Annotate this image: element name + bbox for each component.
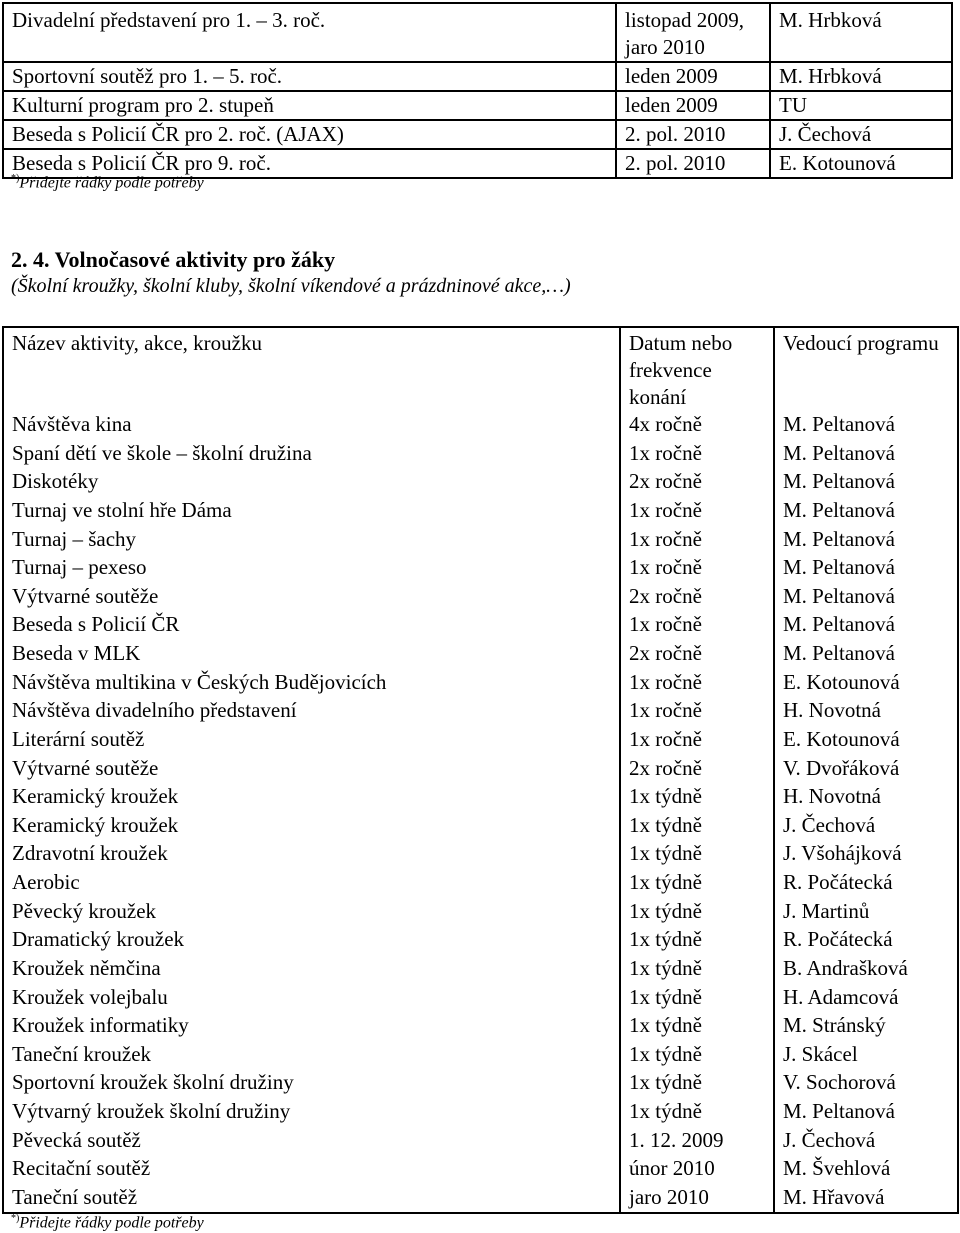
- cell-date: 1x týdně: [620, 1098, 774, 1127]
- cell-name: Taneční kroužek: [3, 1041, 620, 1070]
- cell-leader: J. Skácel: [774, 1041, 958, 1070]
- cell-date: 1x týdně: [620, 898, 774, 927]
- cell-name: Turnaj – šachy: [3, 526, 620, 555]
- cell-name: Sportovní soutěž pro 1. – 5. roč.: [3, 62, 616, 91]
- cell-leader: M. Hřavová: [774, 1184, 958, 1213]
- table-row: [3, 3, 952, 62]
- cell-date: 1x ročně: [620, 497, 774, 526]
- cell-leader: M. Peltanová: [774, 611, 958, 640]
- cell-leader: R. Počátecká: [774, 869, 958, 898]
- cell-name: Spaní dětí ve škole – školní družina: [3, 440, 620, 469]
- cell-name: Zdravotní kroužek: [3, 840, 620, 869]
- cell-name: Turnaj – pexeso: [3, 554, 620, 583]
- cell-name: Pěvecký kroužek: [3, 898, 620, 927]
- cell-leader: M. Peltanová: [774, 583, 958, 612]
- table-row: [3, 1069, 958, 1098]
- cell-date: listopad 2009, jaro 2010: [616, 3, 770, 62]
- table-row: [3, 468, 958, 497]
- cell-date: leden 2009: [616, 91, 770, 120]
- cell-leader: R. Počátecká: [774, 926, 958, 955]
- header-leader: Vedoucí programu: [774, 327, 958, 411]
- cell-date: 2x ročně: [620, 583, 774, 612]
- cell-leader: M. Peltanová: [774, 468, 958, 497]
- table-row: [3, 554, 958, 583]
- cell-name: Kroužek volejbalu: [3, 984, 620, 1013]
- table-row: [3, 91, 952, 120]
- cell-name: Literární soutěž: [3, 726, 620, 755]
- table-row: [3, 726, 958, 755]
- table-row: [3, 120, 952, 149]
- table-row: [3, 755, 958, 784]
- cell-date: 2x ročně: [620, 755, 774, 784]
- table-row: [3, 1098, 958, 1127]
- section-heading: 2. 4. Volnočasové aktivity pro žáky: [11, 247, 336, 272]
- table-row: [3, 1127, 958, 1156]
- cell-date: 2x ročně: [620, 468, 774, 497]
- cell-date: 2. pol. 2010: [616, 120, 770, 149]
- table-row: [3, 611, 958, 640]
- table-footnote: [11, 170, 204, 192]
- cell-name: Výtvarné soutěže: [3, 583, 620, 612]
- cell-date: 4x ročně: [620, 411, 774, 440]
- cell-date: 1x týdně: [620, 984, 774, 1013]
- cell-date: 1. 12. 2009: [620, 1127, 774, 1156]
- cell-date: 1x týdně: [620, 1069, 774, 1098]
- cell-name: Aerobic: [3, 869, 620, 898]
- table-header-row: [3, 327, 958, 411]
- cell-leader: M. Peltanová: [774, 497, 958, 526]
- cell-date: 1x týdně: [620, 1041, 774, 1070]
- cell-leader: J. Čechová: [770, 120, 952, 149]
- cell-date: leden 2009: [616, 62, 770, 91]
- cell-date: jaro 2010: [620, 1184, 774, 1213]
- cell-name: Návštěva kina: [3, 411, 620, 440]
- cell-name: Návštěva multikina v Českých Budějovicích: [3, 669, 620, 698]
- cell-name: Keramický kroužek: [3, 812, 620, 841]
- table-row: [3, 840, 958, 869]
- cell-leader: M. Hrbková: [770, 62, 952, 91]
- cell-date: 1x ročně: [620, 526, 774, 555]
- cell-name: Sportovní kroužek školní družiny: [3, 1069, 620, 1098]
- cell-date: 1x ročně: [620, 669, 774, 698]
- table-row: [3, 984, 958, 1013]
- table-row: [3, 640, 958, 669]
- cell-name: Pěvecká soutěž: [3, 1127, 620, 1156]
- cell-name: Dramatický kroužek: [3, 926, 620, 955]
- cell-leader: M. Peltanová: [774, 640, 958, 669]
- cell-date: 1x týdně: [620, 812, 774, 841]
- header-date: Datum nebo frekvence konání: [620, 327, 774, 411]
- cell-name: Kroužek informatiky: [3, 1012, 620, 1041]
- cell-leader: E. Kotounová: [770, 149, 952, 178]
- cell-name: Kulturní program pro 2. stupeň: [3, 91, 616, 120]
- table-row: [3, 955, 958, 984]
- cell-name: Turnaj ve stolní hře Dáma: [3, 497, 620, 526]
- cell-name: Návštěva divadelního představení: [3, 697, 620, 726]
- cell-leader: V. Dvořáková: [774, 755, 958, 784]
- table-row: [3, 812, 958, 841]
- cell-leader: J. Všohájková: [774, 840, 958, 869]
- table-row: [3, 497, 958, 526]
- cell-leader: M. Stránský: [774, 1012, 958, 1041]
- cell-date: 1x týdně: [620, 840, 774, 869]
- cell-leader: V. Sochorová: [774, 1069, 958, 1098]
- cell-leader: H. Novotná: [774, 697, 958, 726]
- table-row: [3, 669, 958, 698]
- table-row: [3, 926, 958, 955]
- cell-name: Kroužek němčina: [3, 955, 620, 984]
- cell-leader: H. Adamcová: [774, 984, 958, 1013]
- section-subheading: (Školní kroužky, školní kluby, školní víkendové a prázdninové akce,…): [11, 275, 571, 297]
- cell-leader: H. Novotná: [774, 783, 958, 812]
- table-row: [3, 1155, 958, 1184]
- cell-date: 1x ročně: [620, 726, 774, 755]
- cell-date: 1x ročně: [620, 440, 774, 469]
- cell-name: Keramický kroužek: [3, 783, 620, 812]
- table-row: [3, 440, 958, 469]
- cell-date: 2. pol. 2010: [616, 149, 770, 178]
- cell-name: Taneční soutěž: [3, 1184, 620, 1213]
- footnote-text: Přidejte řádky podle potřeby: [19, 174, 204, 192]
- footnote-text: Přidejte řádky podle potřeby: [19, 1214, 204, 1232]
- footnote-mark: *): [11, 1213, 20, 1224]
- cell-date: 2x ročně: [620, 640, 774, 669]
- table-footnote: [11, 1210, 204, 1232]
- table-row: [3, 583, 958, 612]
- cell-name: Výtvarné soutěže: [3, 755, 620, 784]
- table-row: [3, 869, 958, 898]
- cell-leader: J. Čechová: [774, 812, 958, 841]
- table-row: [3, 1184, 958, 1213]
- cell-name: Výtvarný kroužek školní družiny: [3, 1098, 620, 1127]
- table-row: [3, 783, 958, 812]
- cell-leader: M. Hrbková: [770, 3, 952, 62]
- cell-leader: M. Švehlová: [774, 1155, 958, 1184]
- cell-date: 1x týdně: [620, 955, 774, 984]
- cell-date: 1x týdně: [620, 1012, 774, 1041]
- cell-leader: E. Kotounová: [774, 726, 958, 755]
- cell-date: 1x ročně: [620, 611, 774, 640]
- cell-date: únor 2010: [620, 1155, 774, 1184]
- cell-name: Beseda s Policií ČR: [3, 611, 620, 640]
- cell-leader: M. Peltanová: [774, 554, 958, 583]
- cell-leader: M. Peltanová: [774, 526, 958, 555]
- cell-leader: B. Andrašková: [774, 955, 958, 984]
- cell-leader: J. Čechová: [774, 1127, 958, 1156]
- cell-name: Divadelní představení pro 1. – 3. roč.: [3, 3, 616, 62]
- cell-leader: E. Kotounová: [774, 669, 958, 698]
- cell-date: 1x týdně: [620, 783, 774, 812]
- cell-name: Beseda s Policií ČR pro 9. roč.: [3, 149, 616, 178]
- cell-date: 1x ročně: [620, 554, 774, 583]
- cell-date: 1x týdně: [620, 869, 774, 898]
- cell-leader: J. Martinů: [774, 898, 958, 927]
- cell-name: Beseda v MLK: [3, 640, 620, 669]
- table-row: [3, 526, 958, 555]
- footnote-mark: *): [11, 173, 20, 184]
- table-row: [3, 411, 958, 440]
- table-row: [3, 898, 958, 927]
- header-name: Název aktivity, akce, kroužku: [3, 327, 620, 411]
- cell-leader: M. Peltanová: [774, 440, 958, 469]
- table-row: [3, 1041, 958, 1070]
- cell-name: Diskotéky: [3, 468, 620, 497]
- cell-name: Recitační soutěž: [3, 1155, 620, 1184]
- cell-date: 1x ročně: [620, 697, 774, 726]
- cell-date: 1x týdně: [620, 926, 774, 955]
- cell-leader: M. Peltanová: [774, 1098, 958, 1127]
- table-row: [3, 62, 952, 91]
- top-events-table: [2, 2, 953, 179]
- activities-table: [2, 326, 959, 1214]
- table-row: [3, 1012, 958, 1041]
- cell-name: Beseda s Policií ČR pro 2. roč. (AJAX): [3, 120, 616, 149]
- cell-leader: TU: [770, 91, 952, 120]
- cell-leader: M. Peltanová: [774, 411, 958, 440]
- table-row: [3, 697, 958, 726]
